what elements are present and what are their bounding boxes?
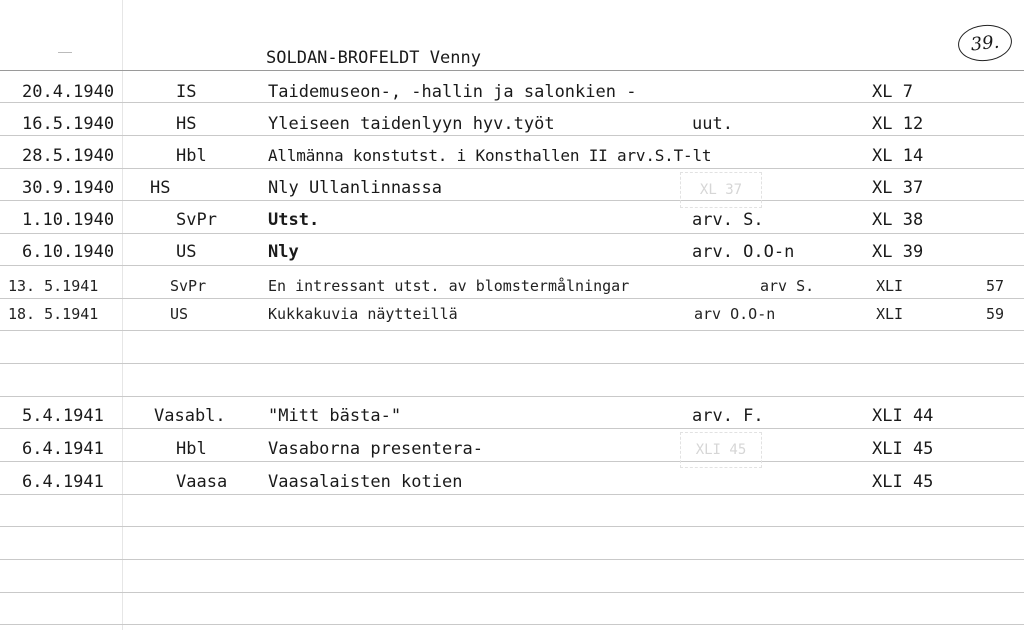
entry-date: 18. 5.1941 (8, 305, 99, 323)
ruled-line (0, 168, 1024, 169)
entry-date: 6.4.1941 (22, 472, 104, 492)
ruled-line (0, 592, 1024, 593)
entry-note: arv. S. (692, 210, 764, 230)
entry-date: 20.4.1940 (22, 82, 115, 102)
ruled-line (0, 330, 1024, 331)
entry-page: 57 (986, 277, 1005, 295)
entry-title: Kukkakuvia näytteillä (268, 305, 458, 323)
entry-title: Nly Ullanlinnassa (268, 178, 442, 198)
card-number-text: 39. (969, 31, 1001, 55)
entry-ref: XL 7 (872, 82, 913, 102)
entry-ref: XL 39 (872, 242, 924, 262)
entry-title: En intressant utst. av blomstermålningar (268, 277, 630, 295)
entry-date: 28.5.1940 (22, 146, 115, 166)
artist-name: SOLDAN-BROFELDT Venny (266, 48, 481, 68)
entry-note: uut. (692, 114, 733, 134)
entry-paper: SvPr (170, 277, 207, 295)
entry-paper: SvPr (176, 210, 217, 230)
entry-paper: HS (176, 114, 197, 134)
entry-date: 30.9.1940 (22, 178, 115, 198)
entry-date: 16.5.1940 (22, 114, 115, 134)
entry-ref: XL 12 (872, 114, 924, 134)
ghost-stamp: XL 37 (680, 172, 762, 208)
ruled-line (0, 298, 1024, 299)
ruled-line (0, 363, 1024, 364)
entry-title: Vasaborna presentera- (268, 439, 483, 459)
entry-ref: XLI (876, 305, 904, 323)
entry-title: Utst. (268, 210, 320, 230)
entry-note: arv. F. (692, 406, 764, 426)
margin-line (122, 0, 123, 630)
entry-title: Taidemuseon-, -hallin ja salonkien - (268, 82, 637, 102)
entry-ref: XLI (876, 277, 904, 295)
entry-title: Allmänna konstutst. i Konsthallen II arv.S.T-lt (268, 146, 712, 165)
entry-ref: XL 37 (872, 178, 924, 198)
entry-date: 1.10.1940 (22, 210, 115, 230)
ruled-line (0, 559, 1024, 560)
ruled-line (0, 200, 1024, 201)
entry-ref: XLI 44 (872, 406, 934, 426)
entry-paper: IS (176, 82, 197, 102)
ruled-line (0, 233, 1024, 234)
entry-date: 6.4.1941 (22, 439, 104, 459)
entry-ref: XLI 45 (872, 472, 934, 492)
entry-title: "Mitt bästa-" (268, 406, 402, 426)
ruled-line (0, 102, 1024, 103)
entry-paper: US (176, 242, 197, 262)
pencil-dash-mark (58, 52, 72, 53)
entry-date: 6.10.1940 (22, 242, 115, 262)
ruled-line (0, 428, 1024, 429)
entry-paper: HS (150, 178, 171, 198)
ruled-line (0, 624, 1024, 625)
entry-paper: Hbl (176, 146, 207, 166)
ruled-line (0, 526, 1024, 527)
entry-paper: Vasabl. (154, 406, 226, 426)
entry-ref: XLI 45 (872, 439, 934, 459)
entry-note: arv O.O-n (694, 305, 776, 323)
ruled-line (0, 461, 1024, 462)
card-number (956, 22, 1013, 63)
entry-title: Vaasalaisten kotien (268, 472, 463, 492)
entry-note: arv S. (760, 277, 815, 295)
entry-title: Yleiseen taidenlyyn hyv.työt (268, 114, 555, 134)
entry-title: Nly (268, 242, 299, 262)
ghost-stamp: XLI 45 (680, 432, 762, 468)
ruled-line (0, 265, 1024, 266)
entry-paper: US (170, 305, 189, 323)
ruled-line (0, 135, 1024, 136)
entry-paper: Vaasa (176, 472, 228, 492)
ruled-line (0, 494, 1024, 495)
entry-page: 59 (986, 305, 1005, 323)
entry-note: arv. O.O-n (692, 242, 795, 262)
entry-date: 13. 5.1941 (8, 277, 99, 295)
entry-ref: XL 38 (872, 210, 924, 230)
entry-date: 5.4.1941 (22, 406, 104, 426)
entry-ref: XL 14 (872, 146, 924, 166)
ruled-line (0, 396, 1024, 397)
header-rule (0, 70, 1024, 71)
entry-paper: Hbl (176, 439, 207, 459)
